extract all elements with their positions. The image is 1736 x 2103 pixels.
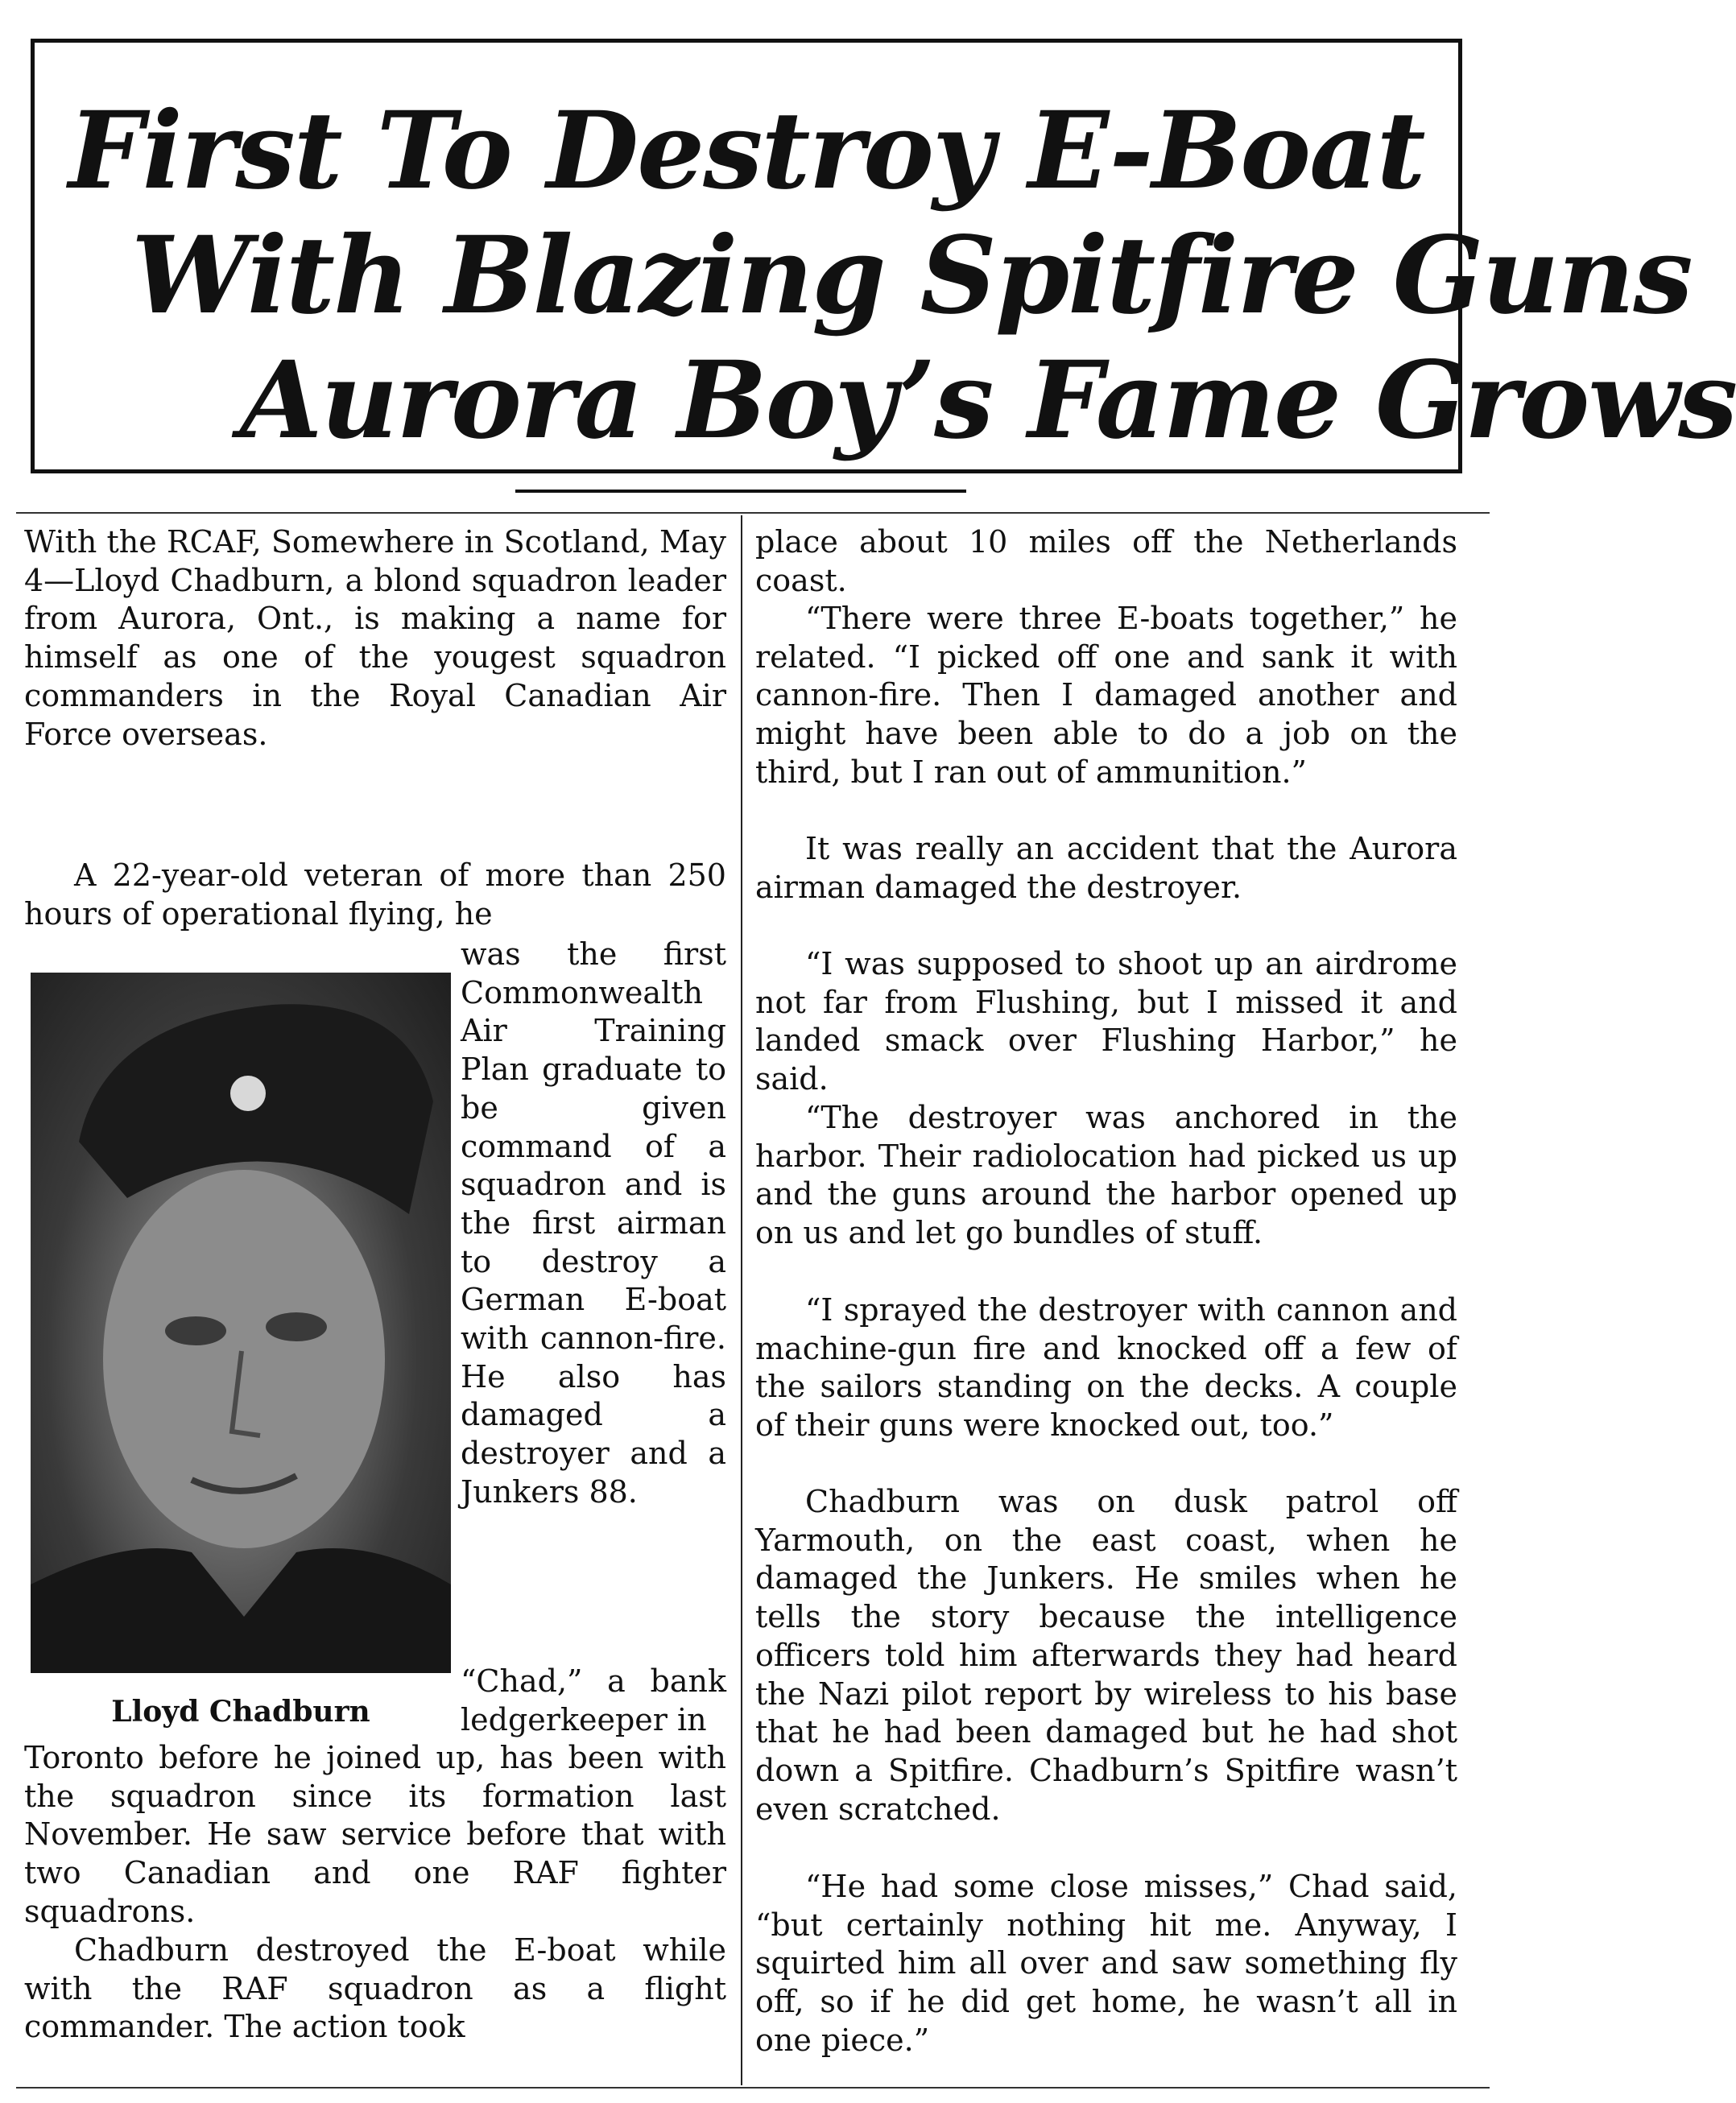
- article-paragraph-11: Chadburn was on dusk patrol off Yarmouth, on the east coast, when he damaged the Junkers. He smiles when he tells the story because the intelligence officers told him afterwards they had heard the Nazi pilot report by wireless to his base that he had been damaged but he had shot down a Spitfire. Chadburn’s Spitfire wasn’t even scratched.: [755, 1484, 1457, 1827]
- article-paragraph-3: Toronto before he joined up, has been with the squadron since its formation last November. He saw service before that with two Canadian and one RAF fighter squadrons.: [24, 1740, 726, 1929]
- headline-underline: [515, 490, 966, 493]
- article-paragraph-5: place about 10 miles off the Netherlands coast.: [755, 524, 1457, 598]
- bottom-rule: [16, 2087, 1490, 2089]
- article-paragraph-10: “I sprayed the destroyer with cannon and machine-gun fire and knocked off a few of the sailors standing on the decks. A couple of their guns were knocked out, too.”: [755, 1292, 1457, 1444]
- headline-line-1: First To Destroy E-Boat: [68, 89, 1424, 213]
- headline-line-3: Aurora Boy’s Fame Grows: [240, 338, 1736, 463]
- portrait-photo: [31, 973, 451, 1673]
- photo-caption: Lloyd Chadburn: [111, 1695, 370, 1729]
- article-paragraph-12: “He had some close misses,” Chad said, “but certainly nothing hit me. Anyway, I squirted him all over and saw something fly off, so if he did get home, he wasn’t all in one piece.”: [755, 1869, 1457, 2058]
- article-photo-wrap-text: was the first Commonwealth Air Training Plan graduate to be given command of a squadron and is the first airman to destroy a German E-boat with cannon-fire. He also has damaged a destroyer and a Junkers 88.: [461, 936, 726, 1510]
- article-paragraph-2: A 22-year-old veteran of more than 250 hours of operational flying, he: [24, 857, 726, 932]
- headline-line-2: With Blazing Spitfire Guns: [131, 213, 1692, 338]
- article-paragraph-1: With the RCAF, Somewhere in Scotland, May 4—Lloyd Chadburn, a blond squadron leader from Aurora, Ont., is making a name for himself as one of the yougest squadron commanders in the Royal Canadian Air Force overseas.: [24, 524, 726, 752]
- article-paragraph-8: “I was supposed to shoot up an airdrome not far from Flushing, but I missed it and landed smack over Flushing Harbor,” he said.: [755, 946, 1457, 1097]
- portrait-image: [31, 973, 451, 1673]
- article-paragraph-9: “The destroyer was anchored in the harbor. Their radiolocation had picked us up and the guns around the harbor opened up on us and let go bundles of stuff.: [755, 1100, 1457, 1251]
- column-divider: [741, 515, 742, 2085]
- article-paragraph-7: It was really an accident that the Aurora airman damaged the destroyer.: [755, 831, 1457, 905]
- headline-box: [31, 39, 1736, 473]
- article-paragraph-6: “There were three E-boats together,” he related. “I picked off one and sank it with cannon-fire. Then I damaged another and might have been able to do a job on the third, but I ran out of ammunition.”: [755, 601, 1457, 790]
- top-rule: [16, 512, 1490, 514]
- article-paragraph-4: Chadburn destroyed the E-boat while with the RAF squadron as a flight commander. The action took: [24, 1932, 726, 2045]
- article-chad-text: “Chad,” a bank ledgerkeeper in: [461, 1663, 726, 1737]
